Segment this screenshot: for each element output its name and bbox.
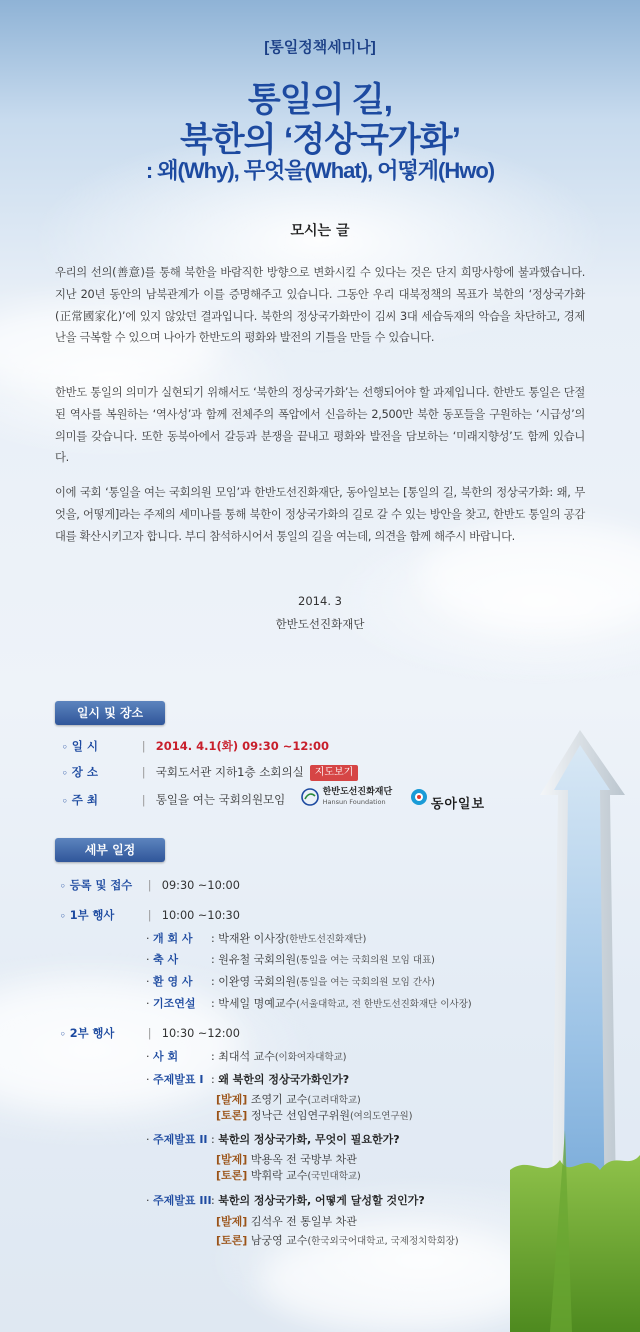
topic-title-row: · 주제발표 II : 북한의 정상국가화, 무엇이 필요한가? <box>146 1133 400 1146</box>
section-badge-schedule: 일시 및 장소 <box>55 701 165 725</box>
part2-row <box>60 1025 240 1041</box>
donga-logo-text: 동아일보 <box>430 797 486 812</box>
divider: | <box>141 765 146 779</box>
page-title-line1: 통일의 길, <box>247 81 393 119</box>
invitation-paragraph: 한반도 통일의 의미가 실현되기 위해서도 ‘북한의 정상국가화’는 선행되어야 할 과제입니다. 한반도 통일은 단절된 역사를 복원하는 ‘역사성’과 함께 전체주의 폭압에서 신음하는 2,500만 북한 동포들을 구원하는 ‘시급성’의 의미를 갖습니다. 또한 동북아에서 갈등과 분쟁을 끝내고 평화와 발전을 담보하는 ‘미래지향성’도 함께 있습니다. <box>55 386 585 465</box>
host-value: 통일을 여는 국회의원모임 <box>155 792 286 807</box>
schedule-date-row <box>62 738 329 754</box>
presenter-tag: [발제] <box>216 1215 248 1228</box>
bullet-icon: ◦ <box>62 796 68 807</box>
date-label: 일 시 <box>71 739 98 753</box>
bullet-icon: ◦ <box>60 912 66 922</box>
program-item-name: 박세일 명예교수 <box>218 997 297 1010</box>
program-item: · 기조연설 : 박세일 명예교수(서울대학교, 전 한반도선진화재단 이사장) <box>146 997 472 1010</box>
moderator-affiliation: (이화여자대학교) <box>274 1052 347 1063</box>
discussant-row <box>216 1167 361 1183</box>
bullet-icon: ◦ <box>60 1030 66 1040</box>
part2-label: 2부 행사 <box>69 1027 115 1040</box>
part1-time: 10:00 ~10:30 <box>161 909 240 922</box>
program-item-affiliation: (통일을 여는 국회의원 모임 간사) <box>296 977 435 988</box>
topic-title: 북한의 정상국가화, 무엇이 필요한가? <box>218 1133 400 1146</box>
discussant-name: 남궁영 교수 <box>250 1234 308 1247</box>
topic-title-row: · 주제발표 I : 왜 북한의 정상국가화인가? <box>146 1073 350 1086</box>
page-title-line2: 북한의 ‘정상국가화’ <box>179 121 461 159</box>
program-item: · 축 사 : 원유철 국회의원(통일을 여는 국회의원 모임 대표) <box>146 953 435 966</box>
program-item-label: 기조연설 <box>153 997 196 1010</box>
presenter-row <box>216 1213 357 1229</box>
topic-label: 주제발표 III <box>153 1194 212 1207</box>
discussant-name: 박휘락 교수 <box>250 1169 308 1182</box>
hansun-logo-korean: 한반도선진화재단 <box>322 787 393 797</box>
hansun-emblem-icon <box>301 788 319 806</box>
presenter-tag: [발제] <box>216 1093 248 1106</box>
part1-row <box>60 907 240 923</box>
bullet-icon: ◦ <box>62 743 68 753</box>
divider: | <box>141 792 146 807</box>
invitation-heading: 모시는 글 <box>290 223 350 239</box>
presenter-name: 박용옥 전 국방부 차관 <box>250 1153 357 1166</box>
presenter-name: 조영기 교수 <box>250 1093 308 1106</box>
program-item-affiliation: (서울대학교, 전 한반도선진화재단 이사장) <box>296 999 472 1010</box>
presenter-tag: [발제] <box>216 1153 248 1166</box>
presenter-row <box>216 1151 357 1167</box>
schedule-host-row <box>62 788 485 812</box>
program-item-label: 축 사 <box>153 953 179 966</box>
moderator-item: · 사 회 : 최대석 교수(이화여자대학교) <box>146 1050 347 1063</box>
program-item-name: 원유철 국회의원 <box>218 953 297 966</box>
schedule-venue-row <box>62 764 358 781</box>
venue-value: 국회도서관 지하1층 소회의실 <box>155 765 304 779</box>
discussant-row <box>216 1232 459 1248</box>
page-subtitle: : 왜(Why), 무엇을(What), 어떻게(Hwo) <box>145 158 495 183</box>
discussant-tag: [토론] <box>216 1234 248 1247</box>
registration-time: 09:30 ~10:00 <box>161 879 240 892</box>
divider: | <box>147 1027 152 1040</box>
program-item-affiliation: (한반도선진화재단) <box>285 934 367 945</box>
invitation-date: 2014. 3 <box>298 594 342 608</box>
map-button[interactable]: 지도보기 <box>310 765 359 781</box>
program-item-label: 환 영 사 <box>153 975 193 988</box>
presenter-row <box>216 1091 361 1107</box>
hansun-foundation-logo <box>301 787 392 811</box>
registration-row <box>60 877 240 893</box>
program-item-name: 박재완 이사장 <box>218 932 286 945</box>
discussant-tag: [토론] <box>216 1109 248 1122</box>
part1-label: 1부 행사 <box>69 909 115 922</box>
discussant-affiliation: (국민대학교) <box>307 1171 361 1182</box>
topic-label: 주제발표 I <box>153 1073 204 1086</box>
topic-title: 북한의 정상국가화, 어떻게 달성할 것인가? <box>218 1194 425 1207</box>
upward-arrow-grass-illustration <box>510 700 640 1332</box>
presenter-name: 김석우 전 통일부 차관 <box>250 1215 357 1228</box>
section-badge-details: 세부 일정 <box>55 838 165 862</box>
part2-time: 10:30 ~12:00 <box>161 1027 240 1040</box>
divider: | <box>147 909 152 922</box>
donga-emblem-icon <box>410 788 428 806</box>
venue-label: 장 소 <box>71 765 98 779</box>
program-item-name: 이완영 국회의원 <box>218 975 297 988</box>
donga-ilbo-logo <box>410 788 485 812</box>
divider: | <box>147 879 152 892</box>
program-item-affiliation: (통일을 여는 국회의원 모임 대표) <box>296 955 435 966</box>
program-item: · 환 영 사 : 이완영 국회의원(통일을 여는 국회의원 모임 간사) <box>146 975 435 988</box>
host-label: 주 최 <box>71 792 98 807</box>
bullet-icon: ◦ <box>62 769 68 779</box>
topic-label: 주제발표 II <box>153 1133 208 1146</box>
discussant-affiliation: (여의도연구원) <box>349 1111 413 1122</box>
invitation-paragraph: 우리의 선의(善意)를 통해 북한을 바람직한 방향으로 변화시킬 수 있다는 것은 단지 희망사항에 불과했습니다. 지난 20년 동안의 남북관계가 이를 증명해주고 있습니다. 그동안 우리 대북정책의 목표가 북한의 ‘정상국가화(正常國家化)’에 있지 않았던 결과입니다. 북한의 정상국가화만이 김씨 3대 세습독재의 악습을 차단하고, 경제난을 극복할 수 있으며 나아가 한반도의 평화와 발전의 기틀을 만들 수 있습니다. <box>55 266 586 345</box>
topic-title-row: · 주제발표 III: 북한의 정상국가화, 어떻게 달성할 것인가? <box>146 1194 425 1207</box>
discussant-tag: [토론] <box>216 1169 248 1182</box>
hansun-logo-english: Hansun Foundation <box>322 798 386 806</box>
topic-title: 왜 북한의 정상국가화인가? <box>218 1073 350 1086</box>
discussant-row <box>216 1107 412 1123</box>
bullet-icon: ◦ <box>60 882 66 892</box>
moderator-label: 사 회 <box>153 1050 179 1063</box>
discussant-affiliation: (한국외국어대학교, 국제정치학회장) <box>307 1236 459 1247</box>
divider: | <box>141 739 146 753</box>
program-item: · 개 회 사 : 박재완 이사장(한반도선진화재단) <box>146 932 367 945</box>
moderator-name: 최대석 교수 <box>218 1050 275 1063</box>
registration-label: 등록 및 접수 <box>69 879 133 892</box>
invitation-paragraph: 이에 국회 ‘통일을 여는 국회의원 모임’과 한반도선진화재단, 동아일보는 [통일의 길, 북한의 정상국가화: 왜, 무엇을, 어떻게]라는 주제의 세미나를 통해 북한이 정상국가화의 길로 갈 수 있는 방안을 찾고, 한반도 통일의 공감대를 확산시키고자 합니다. 부디 참석하시어서 통일의 길을 여는데, 의견을 함께 해주시 바랍니다. <box>55 486 585 543</box>
discussant-name: 정낙근 선임연구위원 <box>250 1109 350 1122</box>
invitation-signature: 한반도선진화재단 <box>275 617 365 631</box>
program-item-label: 개 회 사 <box>153 932 193 945</box>
date-value: 2014. 4.1(화) 09:30 ~12:00 <box>155 739 329 753</box>
presenter-affiliation: (고려대학교) <box>307 1095 361 1106</box>
seminar-tag: [통일정책세미나] <box>264 39 376 56</box>
